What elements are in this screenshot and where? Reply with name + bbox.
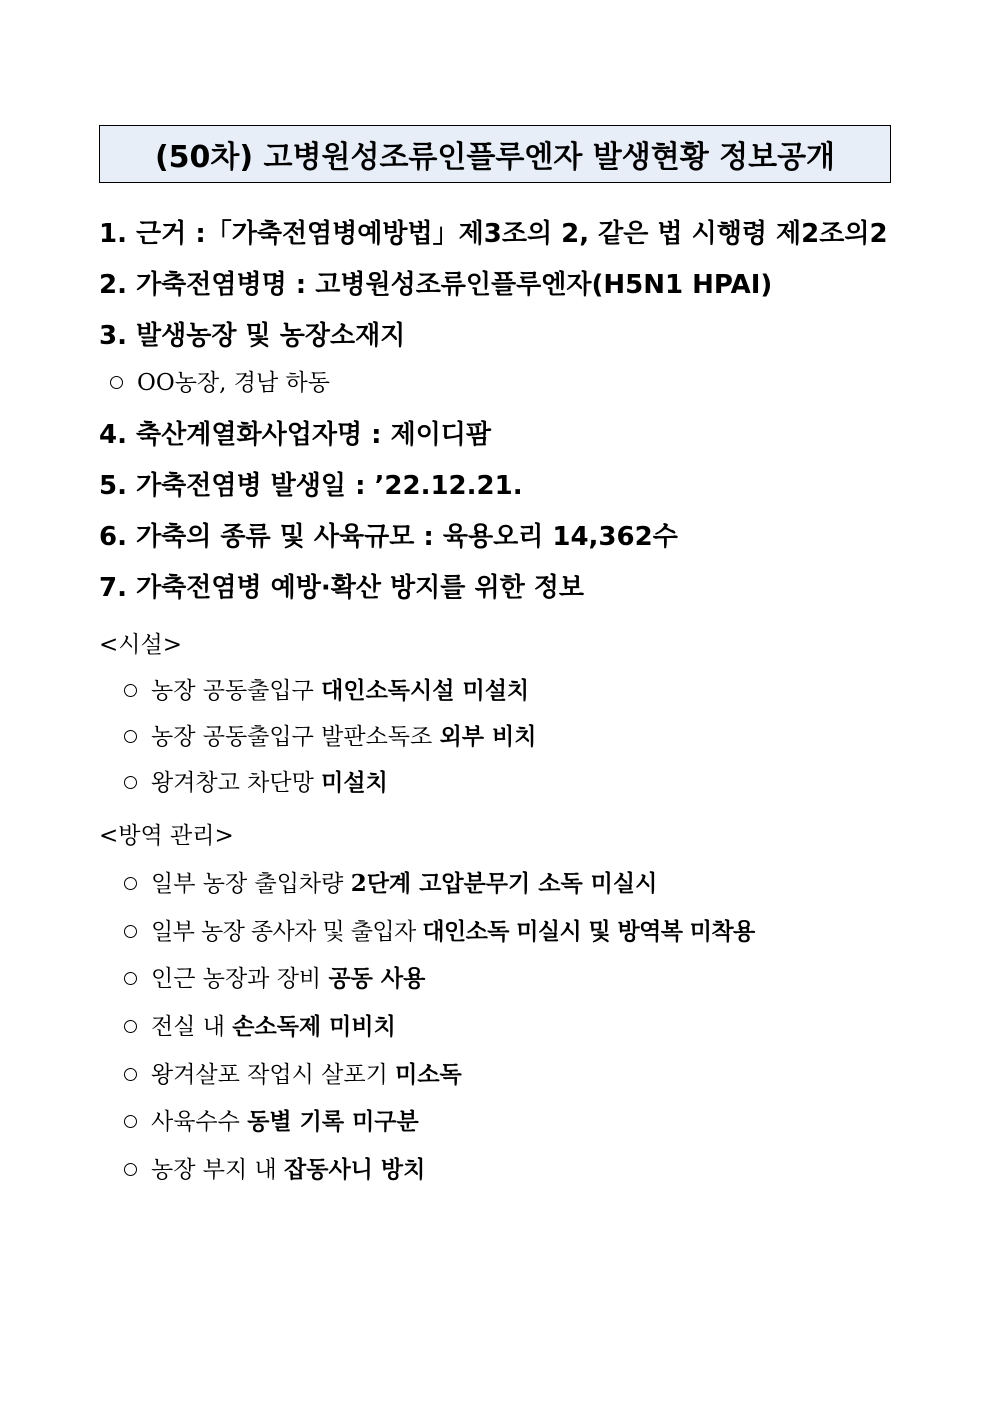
bullet-circle-icon [124,1163,137,1176]
facility-item-1 [124,676,529,706]
quarantine-item-4 [124,1012,396,1042]
quarantine-item-2 [124,917,755,947]
section-5 [99,469,523,503]
quarantine-item-7-plain: 농장 부지 내 [151,1157,285,1183]
bullet-circle-icon [124,1068,137,1081]
quarantine-item-3 [124,964,425,994]
section-1-text: 근거 :「가축전염병예방법」제3조의 2, 같은 법 시행령 제2조의2 [136,219,888,249]
section-7-num: 7. [99,573,127,603]
quarantine-item-6-bold: 동별 기록 미구분 [247,1108,419,1135]
page-title-text: (50차) 고병원성조류인플루엔자 발생현황 정보공개 [154,140,836,175]
bullet-circle-icon [124,1020,137,1033]
bullet-circle-icon [124,972,137,985]
section-4-num: 4. [99,420,127,450]
section-6-text: 가축의 종류 및 사육규모 : 육용오리 14,362수 [136,522,678,552]
quarantine-item-6 [124,1107,419,1137]
facility-label: <시설> [99,632,182,658]
section-3-text: 발생농장 및 농장소재지 [136,321,406,351]
farm-location-text: OO농장, 경남 하동 [137,370,330,396]
quarantine-item-5 [124,1060,462,1090]
facility-item-1-plain: 농장 공동출입구 [151,678,322,704]
bullet-circle-icon [124,1115,137,1128]
section-5-text: 가축전염병 발생일 : ’22.12.21. [136,471,523,501]
quarantine-item-4-plain: 전실 내 [151,1014,233,1040]
quarantine-item-1-bold: 2단계 고압분무기 소독 미실시 [350,870,658,897]
bullet-circle-icon [124,730,137,743]
quarantine-item-4-bold: 손소독제 미비치 [232,1013,396,1040]
farm-location-item [110,368,330,398]
section-2-num: 2. [99,270,127,300]
quarantine-item-5-plain: 왕겨살포 작업시 살포기 [151,1062,396,1088]
facility-item-2-plain: 농장 공동출입구 발판소독조 [151,724,440,750]
section-1-num: 1. [99,219,127,249]
bullet-circle-icon [110,376,123,389]
section-5-num: 5. [99,471,127,501]
facility-item-2 [124,722,536,752]
section-1 [99,217,888,251]
quarantine-item-1 [124,869,657,899]
section-2 [99,268,772,302]
facility-item-3 [124,768,388,798]
quarantine-item-2-bold: 대인소독 미실시 및 방역복 미착용 [422,918,755,945]
section-3-num: 3. [99,321,127,351]
quarantine-label: <방역 관리> [99,823,234,849]
section-2-text: 가축전염병명 : 고병원성조류인플루엔자(H5N1 HPAI) [136,270,773,300]
section-4 [99,418,491,452]
bullet-circle-icon [124,684,137,697]
quarantine-item-3-bold: 공동 사용 [328,965,426,992]
section-3 [99,319,405,353]
quarantine-item-7-bold: 잡동사니 방치 [284,1156,426,1183]
facility-item-1-bold: 대인소독시설 미설치 [321,677,530,704]
bullet-circle-icon [124,925,137,938]
quarantine-item-5-bold: 미소독 [395,1061,462,1088]
section-7 [99,571,584,605]
bullet-circle-icon [124,877,137,890]
quarantine-item-3-plain: 인근 농장과 장비 [151,966,329,992]
facility-item-3-bold: 미설치 [321,769,388,796]
section-6 [99,520,678,554]
quarantine-item-1-plain: 일부 농장 출입차량 [151,871,351,897]
section-4-text: 축산계열화사업자명 : 제이디팜 [136,420,492,450]
bullet-circle-icon [124,776,137,789]
page-title [99,125,891,183]
section-6-num: 6. [99,522,127,552]
quarantine-item-6-plain: 사육수수 [151,1109,248,1135]
quarantine-item-7 [124,1155,425,1185]
facility-item-2-bold: 외부 비치 [439,723,537,750]
facility-item-3-plain: 왕겨창고 차단망 [151,770,322,796]
quarantine-item-2-plain: 일부 농장 종사자 및 출입자 [151,919,423,945]
section-7-text: 가축전염병 예방·확산 방지를 위한 정보 [136,573,584,603]
